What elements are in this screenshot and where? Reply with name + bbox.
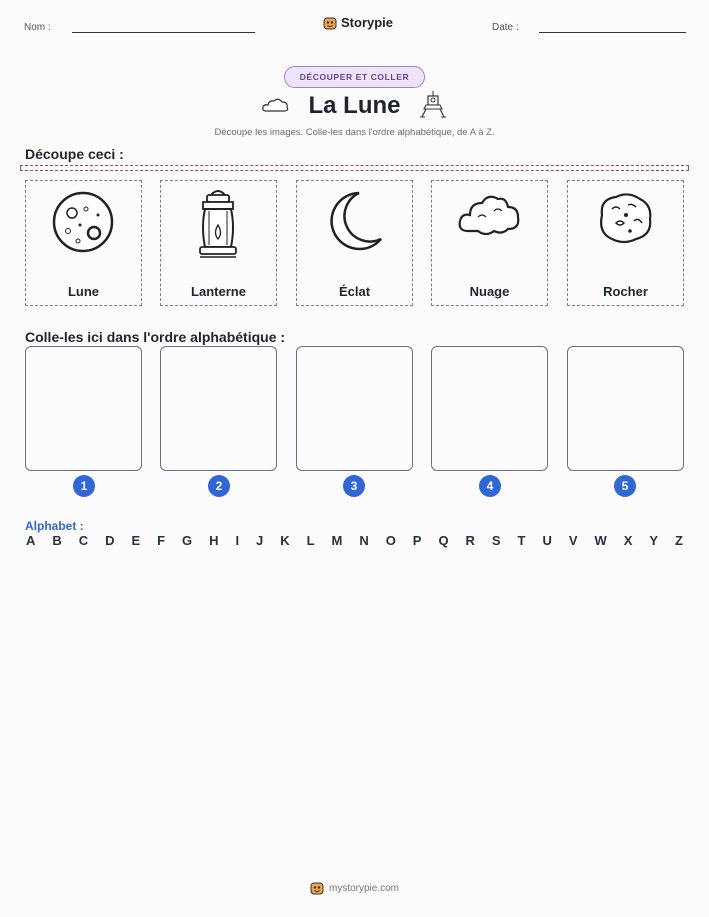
alphabet-letter: S — [491, 533, 501, 548]
alphabet-letter: X — [623, 533, 633, 548]
card-label: Éclat — [338, 284, 371, 299]
moon-surface-icon — [50, 187, 116, 253]
number-badge: 1 — [73, 475, 95, 497]
alphabet-letter: O — [385, 533, 396, 548]
activity-badge: DÉCOUPER ET COLLER — [284, 66, 425, 88]
alphabet-letter: A — [26, 533, 36, 548]
storypie-logo-icon — [323, 16, 337, 30]
card-label: Lune — [67, 284, 100, 299]
alphabet-letter: M — [331, 533, 343, 548]
alphabet-letter: V — [568, 533, 578, 548]
alphabet-letter: K — [280, 533, 290, 548]
number-badge: 5 — [614, 475, 636, 497]
name-label: Nom : — [24, 22, 51, 33]
alphabet-letter: B — [52, 533, 62, 548]
page-title: La Lune — [308, 92, 401, 119]
cut-heading: Découpe ceci : — [25, 146, 124, 162]
name-line — [72, 32, 255, 33]
alphabet-letter: C — [78, 533, 89, 548]
paste-box-5[interactable] — [567, 346, 684, 471]
paste-box-4[interactable] — [431, 346, 548, 471]
paste-box-3[interactable] — [296, 346, 413, 471]
alphabet-letter: H — [209, 533, 219, 548]
rock-icon — [592, 187, 658, 249]
alphabet-letter: Z — [674, 533, 683, 548]
number-badge: 4 — [479, 475, 501, 497]
number-badge: 3 — [343, 475, 365, 497]
cut-card-nuage[interactable] — [431, 180, 548, 306]
brand-name: Storypie — [341, 15, 394, 30]
cut-line — [20, 165, 689, 171]
alphabet-heading: Alphabet : — [25, 519, 84, 533]
alphabet-letter: Q — [438, 533, 449, 548]
footer-site[interactable]: mystorypie.com — [328, 882, 399, 894]
alphabet-letter: L — [306, 533, 315, 548]
cut-card-lune[interactable] — [25, 180, 142, 306]
alphabet-letter: N — [359, 533, 369, 548]
brand — [323, 15, 393, 30]
paste-heading: Colle-les ici dans l'ordre alphabétique : — [25, 329, 286, 345]
alphabet-letter: D — [105, 533, 115, 548]
alphabet-letter: T — [517, 533, 526, 548]
cut-card-lanterne[interactable] — [160, 180, 277, 306]
alphabet-letter: J — [256, 533, 264, 548]
alphabet-letter: I — [235, 533, 240, 548]
cloud-icon — [456, 187, 522, 243]
card-label: Rocher — [603, 284, 648, 299]
alphabet-letter: Y — [649, 533, 659, 548]
storypie-logo-icon — [310, 881, 324, 895]
cut-card-rocher[interactable] — [567, 180, 684, 306]
date-line — [539, 32, 686, 33]
paste-box-1[interactable] — [25, 346, 142, 471]
paste-box-2[interactable] — [160, 346, 277, 471]
alphabet-letter: R — [465, 533, 475, 548]
lantern-icon — [185, 187, 251, 265]
number-badge: 2 — [208, 475, 230, 497]
alphabet-row — [26, 533, 683, 548]
alphabet-letter: U — [542, 533, 552, 548]
alphabet-letter: P — [412, 533, 422, 548]
footer — [0, 881, 709, 895]
alphabet-letter: E — [131, 533, 141, 548]
alphabet-letter: F — [157, 533, 166, 548]
card-label: Nuage — [469, 284, 510, 299]
card-label: Lanterne — [191, 284, 246, 299]
lunar-lander-icon — [418, 90, 448, 120]
alphabet-letter: G — [182, 533, 193, 548]
instructions: Découpe les images. Colle-les dans l'ordre alphabétique, de A à Z. — [214, 127, 495, 138]
date-label: Date : — [492, 22, 519, 33]
alphabet-letter: W — [594, 533, 607, 548]
cut-card-eclat[interactable] — [296, 180, 413, 306]
crescent-icon — [321, 187, 387, 253]
